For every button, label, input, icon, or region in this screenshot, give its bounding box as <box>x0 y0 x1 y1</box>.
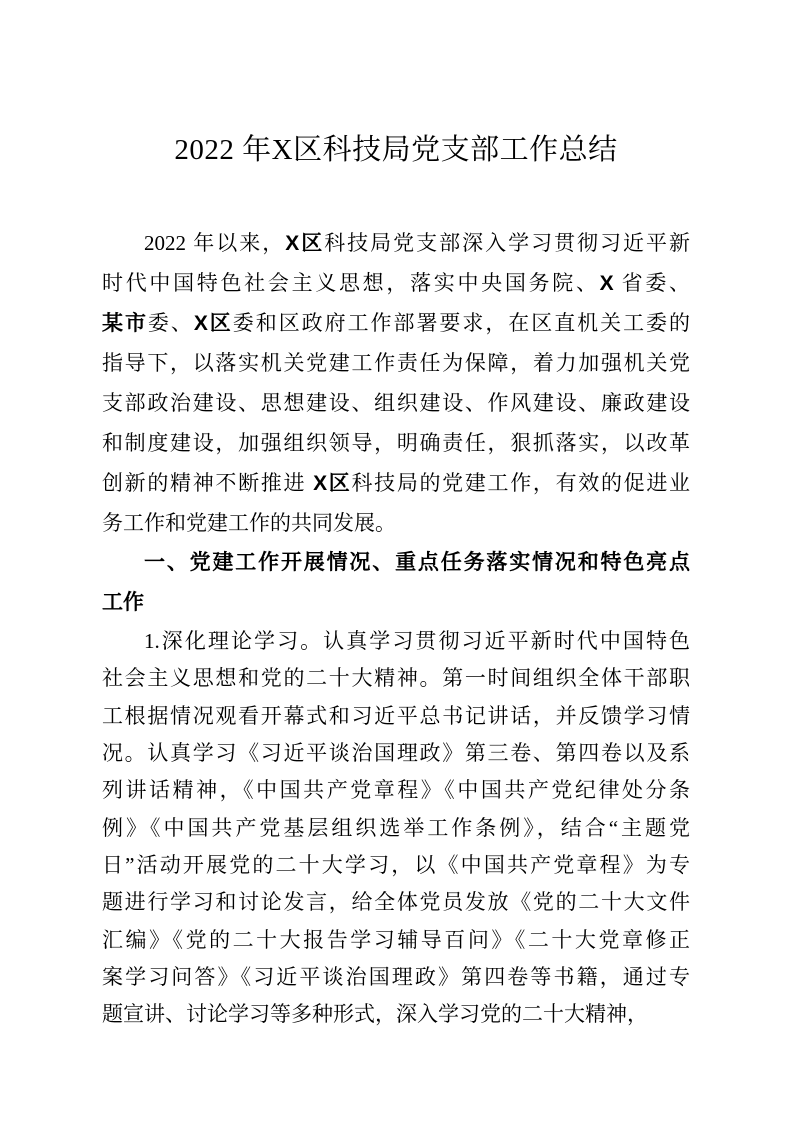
intro-paragraph-line <box>102 263 690 303</box>
intro-paragraph-line <box>102 503 690 543</box>
text-run: 委、 <box>147 311 194 335</box>
text-run: 况。认真学习《习近平谈治国理政》第三卷、第四卷以及系 <box>102 740 690 765</box>
theory-study-paragraph-line <box>102 772 690 809</box>
document-title: 2022 年X区科技局党支部工作总结 <box>174 134 618 166</box>
intro-paragraph-line <box>102 303 690 343</box>
text-run: 时代中国特色社会主义思想，落实中央国务院、 <box>102 271 600 295</box>
intro-paragraph-line <box>102 223 690 263</box>
text-run: 社会主义思想和党的二十大精神。第一时间组织全体干部职 <box>102 666 690 691</box>
theory-study-paragraph-line <box>102 996 690 1033</box>
text-run: 指导下，以落实机关党建工作责任为保障，着力加强机关党 <box>102 351 690 375</box>
theory-study-paragraph-line <box>102 623 690 660</box>
text-run: 日”活动开展党的二十大学习，以《中国共产党章程》为专 <box>102 852 690 877</box>
theory-study-paragraph-line <box>102 959 690 996</box>
text-run: 工作 <box>102 591 144 614</box>
text-run: 列讲话精神，《中国共产党章程》《中国共产党纪律处分条 <box>102 778 690 803</box>
section-heading-line <box>102 543 690 583</box>
text-run: 汇编》《党的二十大报告学习辅导百问》《二十大党章修正 <box>102 927 690 952</box>
intro-paragraph-line <box>102 383 690 423</box>
emphasized-text-run: X区 <box>313 472 352 495</box>
text-run: 委和区政府工作部署要求，在区直机关工委的 <box>232 311 691 335</box>
section-heading-line <box>102 583 690 623</box>
text-run: 2022 年以来， <box>144 231 286 255</box>
text-run: 一、党建工作开展情况、重点任务落实情况和特色亮点 <box>144 551 690 574</box>
emphasized-text-run: X区 <box>193 312 233 335</box>
text-run: 案学习问答》《习近平谈治国理政》第四卷等书籍，通过专 <box>102 964 690 989</box>
text-run: 科技局的党建工作，有效的促进业 <box>351 471 691 495</box>
emphasized-text-run: 某市 <box>102 312 148 335</box>
text-run: 工根据情况观看开幕式和习近平总书记讲话，并反馈学习情 <box>102 703 690 728</box>
text-run: 科技局党支部深入学习贯彻习近平新 <box>324 231 691 255</box>
emphasized-text-run: X区 <box>285 232 325 255</box>
theory-study-paragraph-line <box>102 810 690 847</box>
document-body <box>102 223 690 1034</box>
text-run: 务工作和党建工作的共同发展。 <box>102 511 396 535</box>
intro-paragraph-line <box>102 423 690 463</box>
theory-study-paragraph-line <box>102 698 690 735</box>
theory-study-paragraph-line <box>102 847 690 884</box>
text-run: 支部政治建设、思想建设、组织建设、作风建设、廉政建设 <box>102 391 690 415</box>
text-run: 题宣讲、讨论学习等多种形式，深入学习党的二十大精神， <box>102 1002 648 1027</box>
text-run: 1.深化理论学习。认真学习贯彻习近平新时代中国特色 <box>144 629 690 653</box>
intro-paragraph-line <box>102 343 690 383</box>
theory-study-paragraph-line <box>102 660 690 697</box>
text-run: 创新的精神不断推进 <box>102 471 314 495</box>
text-run: 例》《中国共产党基层组织选举工作条例》，结合“主题党 <box>102 815 690 840</box>
intro-paragraph-line <box>102 463 690 503</box>
emphasized-text-run: X <box>599 272 614 295</box>
text-run: 题进行学习和讨论发言，给全体党员发放《党的二十大文件 <box>102 890 690 915</box>
theory-study-paragraph-line <box>102 922 690 959</box>
text-run: 和制度建设，加强组织领导，明确责任，狠抓落实，以改革 <box>102 431 690 455</box>
theory-study-paragraph-line <box>102 884 690 921</box>
theory-study-paragraph-line <box>102 735 690 772</box>
text-run: 省委、 <box>613 271 691 295</box>
